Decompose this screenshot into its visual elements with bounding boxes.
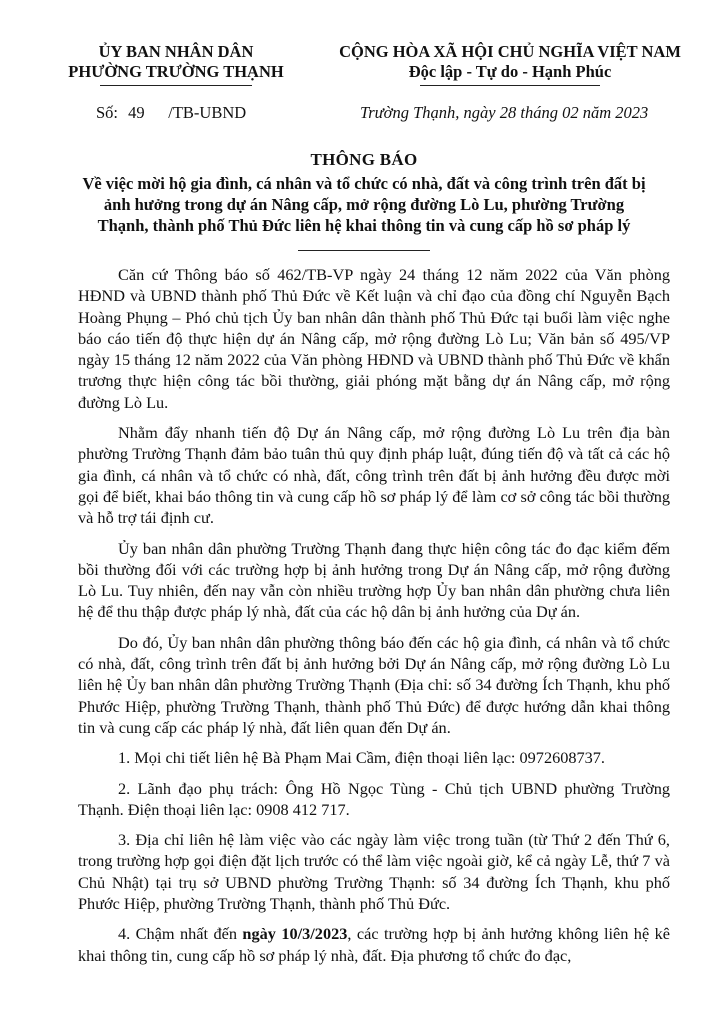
- paragraph-status: Ủy ban nhân dân phường Trường Thạnh đang thực hiện công tác đo đạc kiểm đếm bồi thường đối với các trường hợp bị ảnh hưởng trong Dự án Nâng cấp, mở rộng đường Lò Lu. Tuy nhiên, đến nay vẫn còn nhiều trường hợp Ủy ban nhân dân phường chưa liên hệ để thu thập được pháp lý nhà, đất của các hộ dân bị ảnh hưởng của Dự án.: [78, 538, 670, 622]
- number-value: 49: [128, 103, 145, 122]
- nation-name: CỘNG HÒA XÃ HỘI CHỦ NGHĨA VIỆT NAM: [339, 42, 681, 61]
- national-motto: [318, 42, 702, 82]
- motto-underline: [420, 85, 600, 86]
- paragraph-notice: Do đó, Ủy ban nhân dân phường thông báo đến các hộ gia đình, cá nhân và tổ chức có nhà, đất, công trình trên đất bị ảnh hưởng bởi Dự án Nâng cấp, mở rộng đường Lò Lu liên hệ Ủy ban nhân dân phường Trường Thạnh (Địa chỉ: số 34 đường Ích Thạnh, khu phố Phước Hiệp, phường Trường Thạnh, thành phố Thủ Đức) để được hướng dẫn khai thông tin và cung cấp các pháp lý nhà, đất liên quan đến Dự án.: [78, 632, 670, 737]
- number-label: Số:: [96, 103, 119, 122]
- contact-item-3: 3. Địa chỉ liên hệ làm việc vào các ngày làm việc trong tuần (từ Thứ 2 đến Thứ 6, trong trường hợp gọi điện đặt lịch trước có thể làm việc ngoài giờ, kể cả ngày Lễ, thứ 7 và Chủ Nhật) tại trụ sở UBND phường Trường Thạnh: số 34 đường Ích Thạnh, khu phố Phước Hiệp, phường Trường Thạnh, thành phố Thủ Đức.: [78, 830, 670, 914]
- deadline-text-end: , các trường hợp bị ảnh hưởng không liên hệ kê khai thông tin, cung cấp hồ sơ pháp lý nhà, đất. Địa phương tổ chức đo đạc,: [78, 924, 670, 965]
- document-subject: Về việc mời hộ gia đình, cá nhân và tổ chức có nhà, đất và công trình trên đất bị ảnh hưởng trong dự án Nâng cấp, mở rộng đường Lò Lu, phường Trường Thạnh, thành phố Thủ Đức liên hệ khai thông tin và cung cấp hồ sơ pháp lý: [82, 174, 646, 235]
- agency-underline: [100, 85, 252, 86]
- paragraph-legal-basis: Căn cứ Thông báo số 462/TB-VP ngày 24 tháng 12 năm 2022 của Văn phòng HĐND và UBND thành phố Thủ Đức về Kết luận và chỉ đạo của đồng chí Nguyễn Bạch Hoàng Phụng – Phó chủ tịch Ủy ban nhân dân thành phố Thủ Đức tại buổi làm việc nghe báo cáo tiến độ thực hiện dự án Nâng cấp, mở rộng đường Lò Lu; Văn bản số 495/VP ngày 15 tháng 12 năm 2022 của Văn phòng HĐND và UBND thành phố Thủ Đức về khẩn trương thực hiện công tác bồi thường, giải phóng mặt bằng dự án Nâng cấp, mở rộng đường Lò Lu.: [78, 265, 670, 412]
- agency-name-line2: PHƯỜNG TRƯỜNG THẠNH: [68, 62, 284, 81]
- issuing-agency: [56, 42, 296, 82]
- number-suffix: /TB-UBND: [168, 103, 247, 122]
- subject-underline: [298, 250, 430, 251]
- deadline-item-4: [78, 923, 670, 966]
- paragraph-purpose: Nhằm đẩy nhanh tiến độ Dự án Nâng cấp, mở rộng đường Lò Lu trên địa bàn phường Trường Thạnh đảm bảo tuân thủ quy định pháp luật, đúng tiến độ và tất cả các hộ gia đình, cá nhân và tổ chức có nhà, đất, công trình trên đất bị ảnh hưởng đều được mời gọi để biết, khai báo thông tin và cung cấp hồ sơ pháp lý để làm cơ sở công tác bồi thường và hỗ trợ tái định cư.: [78, 423, 670, 528]
- contact-item-2: 2. Lãnh đạo phụ trách: Ông Hồ Ngọc Tùng - Chủ tịch UBND phường Trường Thạnh. Điện thoại liên lạc: 0908 412 717.: [78, 778, 670, 819]
- motto: Độc lập - Tự do - Hạnh Phúc: [408, 62, 612, 81]
- document-title: THÔNG BÁO: [310, 150, 418, 169]
- deadline-text-start: 4. Chậm nhất đến: [118, 924, 243, 944]
- place-date: Trường Thạnh, ngày 28 tháng 02 năm 2023: [360, 103, 649, 122]
- contact-item-1: 1. Mọi chi tiết liên hệ Bà Phạm Mai Cầm, điện thoại liên lạc: 0972608737.: [118, 748, 605, 768]
- agency-name-line1: ỦY BAN NHÂN DÂN: [98, 42, 254, 61]
- document-number: [96, 103, 246, 123]
- document-body: [78, 264, 670, 975]
- deadline-date: ngày 10/3/2023: [242, 924, 348, 944]
